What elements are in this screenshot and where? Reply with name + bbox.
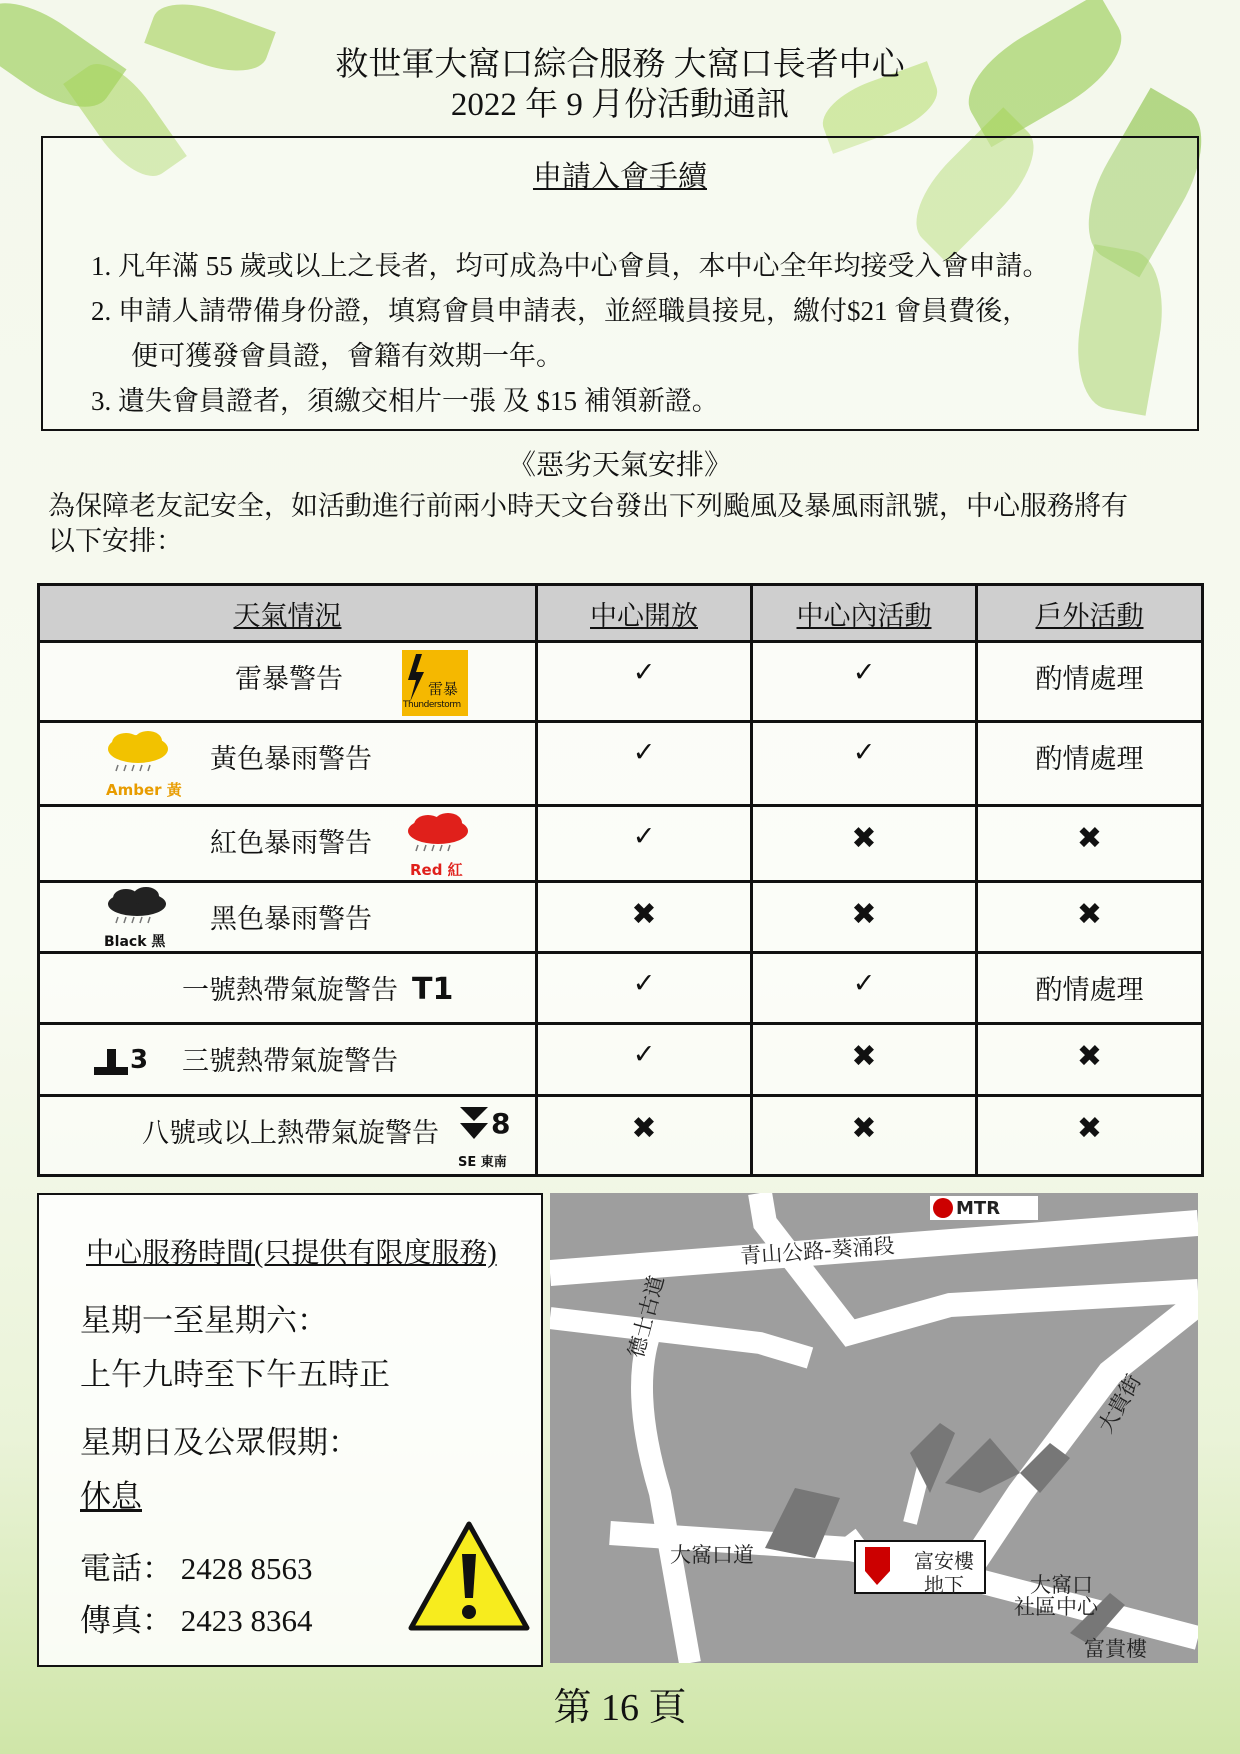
indoor-value: ✖	[851, 1039, 877, 1074]
thunderstorm-icon: 雷暴 Thunderstorm	[402, 650, 468, 716]
location-map	[550, 1193, 1198, 1663]
outdoor-value: ✖	[1076, 897, 1103, 932]
col-outdoor: 戶外活動	[977, 585, 1203, 642]
center-label: 社區中心	[1014, 1595, 1098, 1619]
t1-signal-icon: T1	[412, 972, 454, 1007]
weather-name: 雷暴警告	[235, 664, 343, 694]
t3-signal-icon: 3	[94, 1047, 150, 1081]
table-row	[39, 1096, 1203, 1176]
indoor-value: ✓	[852, 657, 876, 688]
newsletter-title: 救世軍大窩口綜合服務 大窩口長者中心	[335, 47, 905, 83]
building-label: 富安樓	[914, 1549, 974, 1573]
weather-name: 八號或以上熱帶氣旋警告	[142, 1118, 439, 1148]
membership-item-2-cont: 便可獲發會員證，會籍有效期一年。	[131, 341, 563, 371]
page-number: 第 16 頁	[553, 1687, 687, 1729]
indoor-value: ✖	[851, 1111, 877, 1146]
table-row	[39, 882, 1203, 953]
t8-signal-icon: 8 SE 東南	[458, 1107, 511, 1170]
weekday-label: 星期一至星期六：	[80, 1303, 328, 1338]
indoor-value: ✖	[851, 897, 877, 932]
table-row	[39, 953, 1203, 1024]
outdoor-value: 酌情處理	[1035, 664, 1144, 694]
open-value: ✓	[632, 821, 656, 852]
membership-item-3: 3. 遺失會員證者，須繳交相片一張 及 $15 補領新證。	[91, 386, 719, 416]
building-label: 地下	[924, 1573, 964, 1597]
weather-name: 黑色暴雨警告	[210, 904, 372, 934]
weather-name: 紅色暴雨警告	[210, 828, 372, 858]
open-value: ✓	[632, 1039, 656, 1070]
open-value: ✖	[631, 1111, 657, 1146]
weather-name: 黃色暴雨警告	[210, 744, 372, 774]
outdoor-value: ✖	[1076, 1111, 1103, 1146]
building-label: 富貴樓	[1084, 1637, 1147, 1661]
col-open: 中心開放	[537, 585, 752, 642]
indoor-value: ✖	[851, 821, 877, 856]
table-row	[39, 1024, 1203, 1096]
mtr-label: MTR	[956, 1198, 1001, 1219]
open-value: ✖	[631, 897, 657, 932]
indoor-value: ✓	[852, 968, 876, 999]
amber-rain-icon: Amber 黃	[104, 731, 172, 801]
table-row	[39, 722, 1203, 806]
holiday-status: 休息	[80, 1479, 142, 1514]
road-label: 大窩口道	[670, 1543, 754, 1567]
outdoor-value: ✖	[1076, 821, 1103, 856]
table-row	[39, 642, 1203, 722]
fax-number: 傳真： 2423 8364	[80, 1603, 313, 1638]
red-rain-icon: Red 紅	[404, 813, 472, 881]
open-value: ✓	[632, 657, 656, 688]
indoor-value: ✓	[852, 737, 876, 768]
weather-intro-line1: 為保障老友記安全，如活動進行前兩小時天文台發出下列颱風及暴風雨訊號，中心服務將有	[48, 491, 1128, 521]
membership-box	[41, 136, 1199, 431]
open-value: ✓	[632, 737, 656, 768]
service-hours-box	[37, 1193, 543, 1667]
hours-title: 中心服務時間(只提供有限度服務)	[86, 1238, 497, 1269]
road-label: 青山公路-葵涌段	[739, 1233, 896, 1269]
outdoor-value: ✖	[1076, 1039, 1103, 1074]
weather-name: 三號熱帶氣旋警告	[182, 1046, 398, 1076]
weekday-time: 上午九時至下午五時正	[80, 1357, 390, 1392]
road-label: 大貴街	[1093, 1370, 1146, 1437]
weather-table	[37, 583, 1204, 1177]
black-rain-icon: Black 黑	[104, 887, 170, 951]
warning-icon	[407, 1520, 531, 1632]
membership-item-1: 1. 凡年滿 55 歲或以上之長者，均可成為中心會員，本中心全年均接受入會申請。	[91, 251, 1050, 281]
road-label: 德士古道	[623, 1272, 669, 1361]
weather-name: 一號熱帶氣旋警告	[182, 975, 398, 1005]
phone-number: 電話： 2428 8563	[80, 1551, 313, 1586]
open-value: ✓	[632, 968, 656, 999]
outdoor-value: 酌情處理	[1035, 975, 1144, 1005]
center-label: 大窩口	[1030, 1573, 1093, 1597]
membership-heading: 申請入會手續	[532, 161, 707, 193]
table-row	[39, 806, 1203, 882]
outdoor-value: 酌情處理	[1035, 744, 1144, 774]
col-indoor: 中心內活動	[752, 585, 977, 642]
col-weather: 天氣情況	[39, 585, 537, 642]
holiday-label: 星期日及公眾假期：	[80, 1425, 359, 1460]
membership-item-2: 2. 申請人請帶備身份證，填寫會員申請表，並經職員接見，繳付$21 會員費後，	[91, 296, 1030, 326]
weather-heading: 《惡劣天氣安排》	[507, 450, 732, 481]
weather-intro-line2: 以下安排：	[48, 526, 183, 556]
newsletter-subtitle: 2022 年 9 月份活動通訊	[450, 87, 790, 123]
